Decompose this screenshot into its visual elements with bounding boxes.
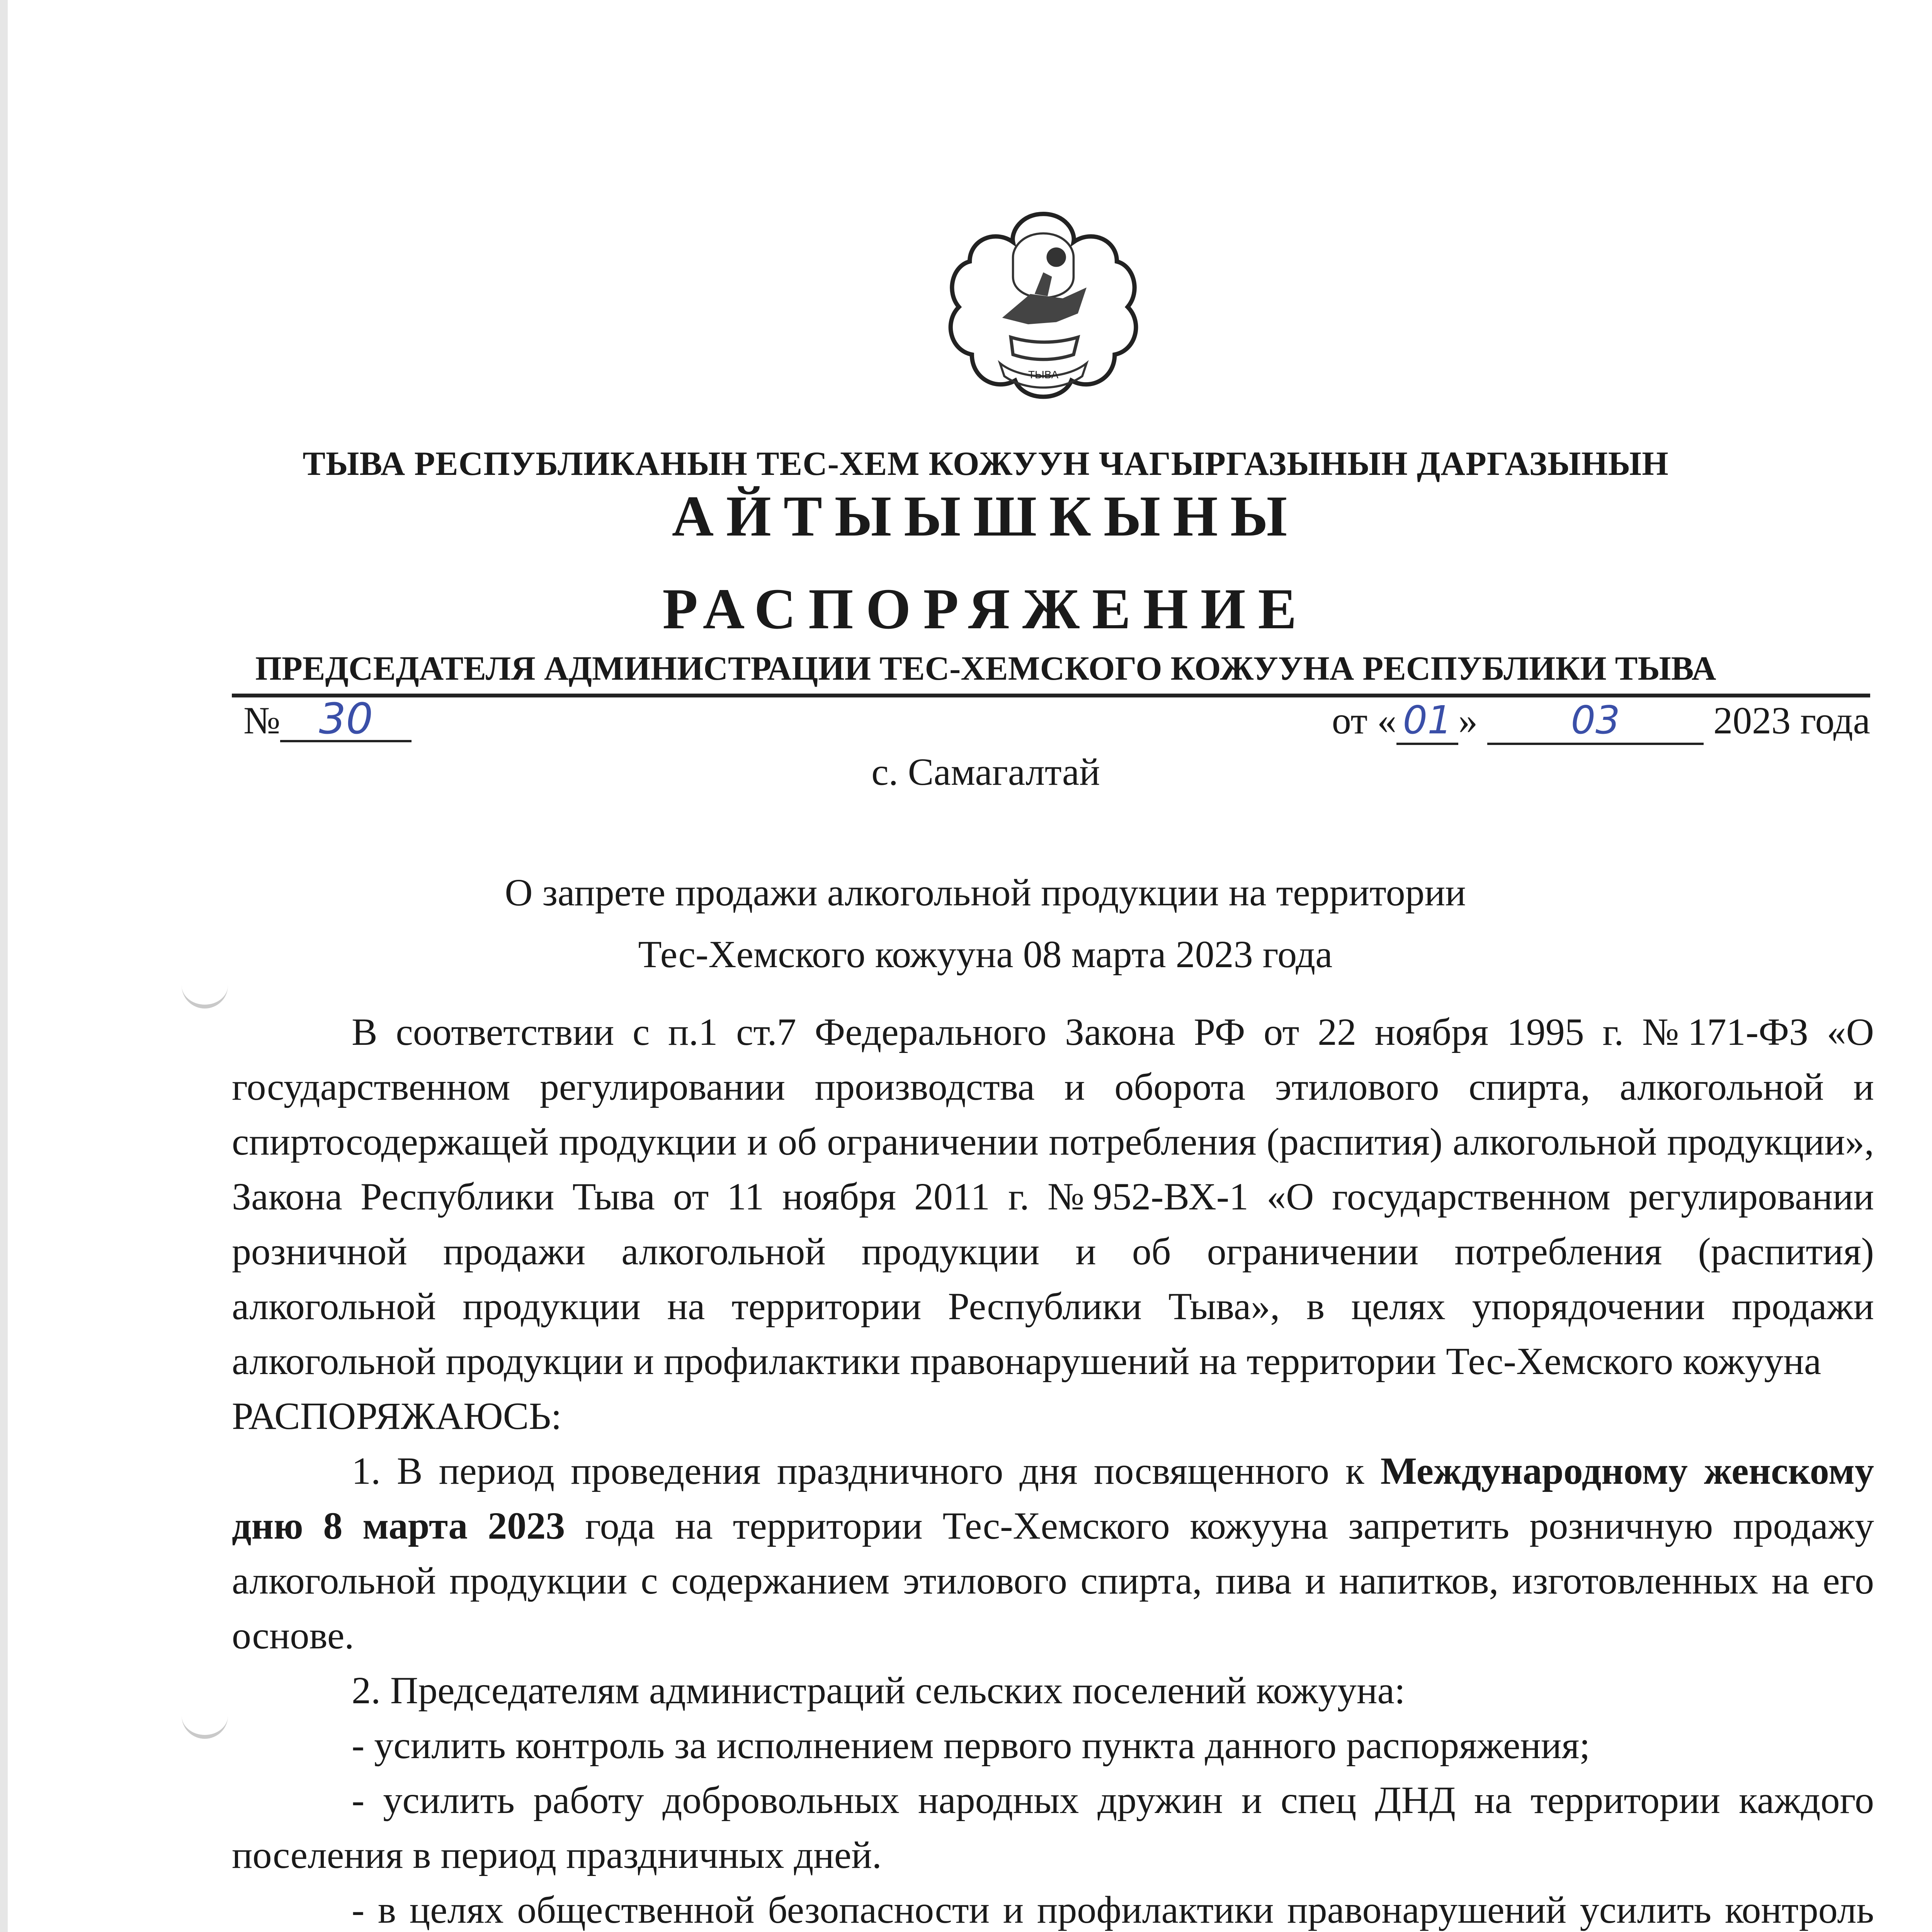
header-aityyshkyny: АЙТЫЫШКЫНЫ (672, 484, 1300, 548)
preamble: В соответствии с п.1 ст.7 Федерального Закона РФ от 22 ноября 1995 г. №171-ФЗ «О государственном регулировании производства и оборота этилового спирта, алкогольной и спиртосодержащей продукции и об ограничении потребления (распития) алкогольной продукции», Закона Республики Тыва от 11 ноября 2011 г. №952-ВХ-1 «О государственном регулировании розничной продажи алкогольной продукции и об ограничении потребления (распития) алкогольной продукции на территории Республики Тыва», в целях упорядочении продажи алкогольной продукции и профилактики правонарушений на территории Тес-Хемского кожууна (232, 1010, 1874, 1383)
tyva-emblem-icon (935, 201, 1151, 417)
item-2-c: - в целях общественной безопасности и профилактики правонарушений усилить контроль (352, 1888, 1874, 1931)
item-2: 2. Председателям администраций сельских поселений кожууна: (352, 1669, 1405, 1712)
header-line-predsedatelya: ПРЕДСЕДАТЕЛЯ АДМИНИСТРАЦИИ ТЕС-ХЕМСКОГО КОЖУУНА РЕСПУБЛИКИ ТЫВА (255, 650, 1716, 687)
date-month: 03 (1487, 697, 1704, 745)
rasporyazhayus: РАСПОРЯЖАЮСЬ: (232, 1395, 562, 1437)
doc-number (243, 694, 412, 743)
place: с. Самагалтай (871, 750, 1100, 793)
item-2-b: - усилить работу добровольных народных дружин и спец ДНД на территории каждого поселения в период праздничных дней. (232, 1779, 1874, 1876)
item-1-start: 1. В период проведения праздничного дня посвященного к (352, 1449, 1381, 1492)
punch-hole-mark (182, 978, 228, 1009)
title-line-1: О запрете продажи алкогольной продукции на территории (505, 871, 1466, 914)
doc-body (232, 1005, 1874, 1932)
number-label: № (243, 699, 281, 742)
item-1 (232, 1444, 1874, 1663)
date-day: 01 (1396, 697, 1458, 745)
item-2-a: - усилить контроль за исполнением первого пункта данного распоряжения; (352, 1724, 1590, 1767)
punch-hole-mark (182, 1708, 228, 1739)
title-line-2: Тес-Хемского кожууна 08 марта 2023 года (638, 933, 1333, 976)
header-rasporyazhenie: РАСПОРЯЖЕНИЕ (662, 577, 1309, 641)
number-date-row (232, 694, 1870, 752)
date-year: 2023 года (1713, 699, 1870, 742)
scan-edge (0, 0, 8, 1932)
doc-title (348, 862, 1623, 985)
item-1-end: года на территории Тес-Хемского кожууна запретить розничную продажу алкогольной продукции с содержанием этилового спирта, пива и напитков, изготовленных на его основе. (232, 1504, 1874, 1657)
date-mid: » (1458, 699, 1478, 742)
emblem-label: ТЫВА (1028, 369, 1059, 381)
header-line-tyva: ТЫВА РЕСПУБЛИКАНЫН ТЕС-ХЕМ КОЖУУН ЧАГЫРГАЗЫНЫН ДАРГАЗЫНЫН (303, 445, 1669, 483)
item-1-bold: Международному женскому дню 8 марта 2023 (232, 1449, 1874, 1547)
date-prefix: от « (1332, 699, 1397, 742)
doc-date (1332, 697, 1870, 745)
header-divider (232, 694, 1870, 697)
number-value: 30 (280, 697, 412, 742)
